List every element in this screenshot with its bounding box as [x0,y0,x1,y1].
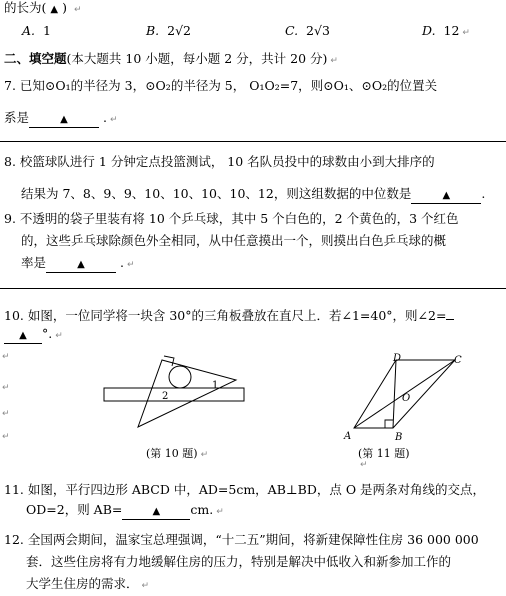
question-9-line2: 的，这些乒乓球除颜色外全相同，从中任意摸出一个，则摸出白色乒乓球的概 [21,233,447,248]
figure-10-caption: (第 10 题) ↵ [146,447,209,460]
q6-option-d: D. 12 ↵ [422,23,470,38]
question-12-line3: 大学生住房的需求． ↵ [26,576,150,591]
question-7-line1: 7. 已知⊙O₁的半径为 3，⊙O₂的半径为 5， O₁O₂=7，则⊙O₁、⊙O₂的位置关 [4,78,438,93]
page-break-rule [0,141,506,142]
question-12-line2: 套．这些住房将有力地缓解住房的压力，特别是解决中低收入和新参加工作的 [26,554,452,569]
point-o-label: O [402,393,411,404]
answer-blank[interactable]: ▲ [29,111,99,128]
question-12-line1: 12. 全国两会期间，温家宝总理强调，“十二五”期间，将新建保障性住房 36 000 000 [4,532,479,547]
question-11-line2: OD=2，则 AB= ▲ cm. ↵ [26,502,224,520]
q6-option-a: A. 1 [22,23,51,38]
angle-2-label: 2 [162,391,169,402]
page-break-rule [0,288,506,289]
question-9-line3: 率是 ▲ . ↵ [21,255,135,273]
figure-10-diagram [90,355,265,445]
angle-1-label: 1 [212,380,219,391]
answer-blank[interactable]: ▲ [122,503,190,520]
question-10-line2: ▲ °. ↵ [4,326,63,344]
figure-11-diagram [330,350,470,450]
question-10-line1: 10. 如图，一位同学将一块含 30°的三角板叠放在直尺上．若∠1=40°，则∠2= [4,308,454,324]
question-7-line2: 系是 ▲ . ↵ [4,110,118,128]
vertex-b-label: B [395,432,403,443]
paragraph-mark-icon: ↵ [73,5,82,15]
answer-blank[interactable]: ▲ [46,256,116,273]
answer-blank[interactable]: ▲ [4,327,42,344]
question-8-line2: 结果为 7、8、9、9、10、10、10、10、12，则这组数据的中位数是 ▲ . [21,186,485,204]
question-8-line1: 8. 校篮球队进行 1 分钟定点投篮测试， 10 名队员投中的球数由小到大排序的 [4,154,435,169]
q6-stem-tail: 的长为( ▲ ) ↵ [4,0,82,15]
vertex-c-label: C [454,355,462,366]
question-11-line1: 11. 如图，平行四边形 ABCD 中，AD=5cm，AB⊥BD，点 O 是两条对角线的交点， [4,482,486,497]
question-9-line1: 9. 不透明的袋子里装有将 10 个乒乓球，其中 5 个白色的，2 个黄色的，3 个红色 [4,211,459,226]
vertex-a-label: A [344,431,352,442]
vertex-d-label: D [393,353,402,364]
figure-11-caption: (第 11 题) [358,447,410,460]
section-heading: 二、填空题(本大题共 10 小题，每小题 2 分，共计 20 分) ↵ [4,51,338,66]
answer-mark: ▲ [50,4,59,15]
q6-option-c: C. 2√3 [285,23,330,38]
q6-option-b: B. 2√2 [146,23,191,38]
answer-blank[interactable]: ▲ [411,187,481,204]
